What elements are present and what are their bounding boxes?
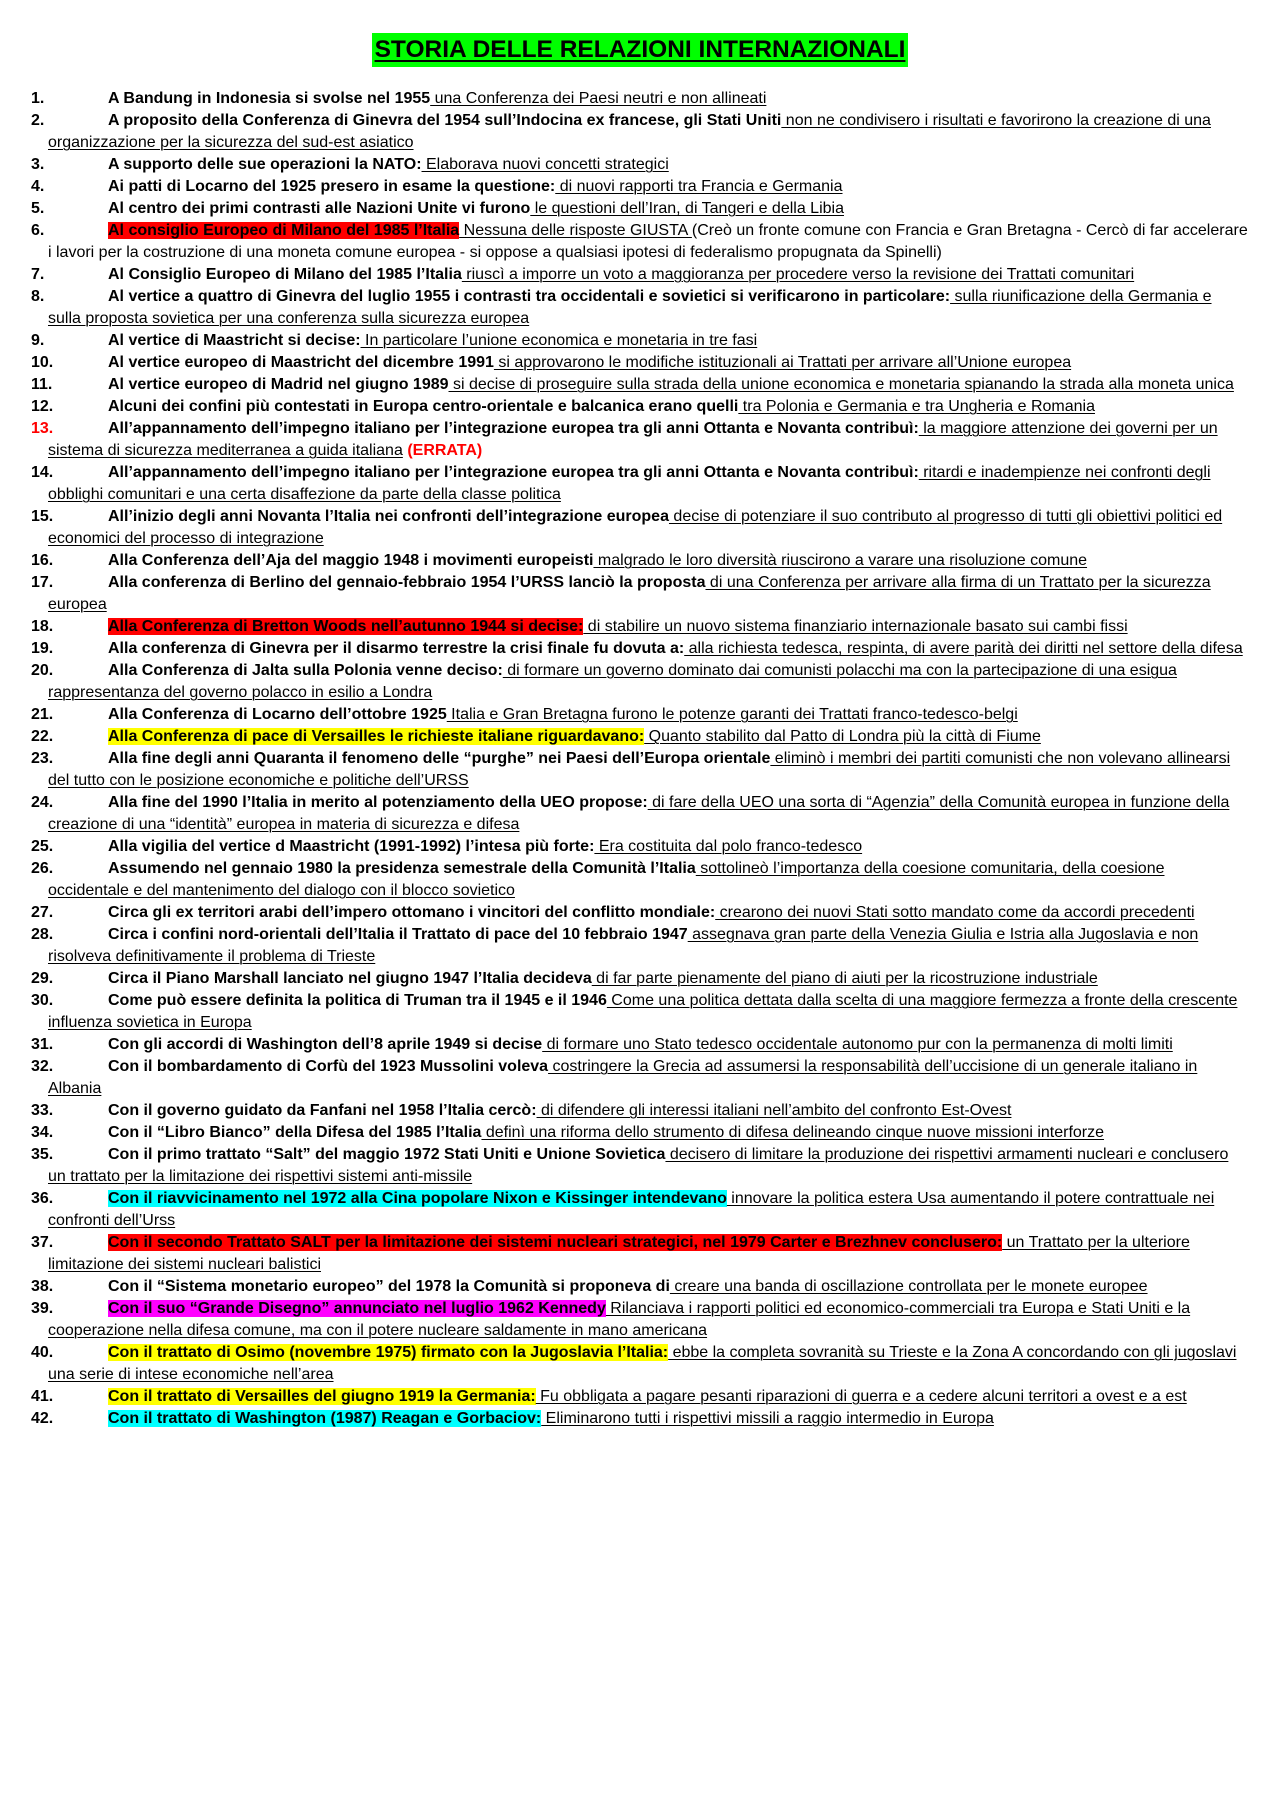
item-number: 32. — [31, 1058, 54, 1075]
item-answer: la maggiore attenzione dei governi per un sistema di sicurezza mediterranea a guida italiana — [48, 420, 1218, 459]
item-answer: si decise di proseguire sulla strada della unione economica e monetaria spianando la strada alla moneta unica — [448, 376, 1234, 393]
item-number: 38. — [31, 1278, 54, 1295]
list-item — [0, 110, 1248, 154]
item-question: Al vertice a quattro di Ginevra del luglio 1955 i contrasti tra occidentali e sovietici si verificarono in particolare: — [108, 288, 951, 305]
item-question: Alcuni dei confini più contestati in Europa centro-orientale e balcanica erano quelli — [108, 398, 739, 415]
item-number: 24. — [31, 794, 54, 811]
list-item — [0, 374, 1248, 396]
list-item — [0, 396, 1248, 418]
item-answer: Come una politica dettata dalla scelta di una maggiore fermezza a fronte della crescente influenza sovietica in Europa — [48, 992, 1238, 1031]
item-number: 4. — [31, 178, 45, 195]
item-question: All’appannamento dell’impegno italiano per l’integrazione europea tra gli anni Ottanta e Novanta contribuì: — [108, 420, 919, 437]
item-number: 7. — [31, 266, 45, 283]
item-answer: le questioni dell’Iran, di Tangeri e della Libia — [530, 200, 844, 217]
item-question: All’inizio degli anni Novanta l’Italia nei confronti dell’integrazione europea — [108, 508, 669, 525]
list-item — [0, 1188, 1248, 1232]
item-question: Alla fine degli anni Quaranta il fenomeno delle “purghe” nei Paesi dell’Europa orientale — [108, 750, 771, 767]
item-answer: Italia e Gran Bretagna furono le potenze garanti dei Trattati franco-tedesco-belgi — [446, 706, 1018, 723]
item-number: 42. — [31, 1410, 54, 1427]
item-answer: riuscì a imporre un voto a maggioranza per procedere verso la revisione dei Trattati comunitari — [461, 266, 1135, 283]
page-title: STORIA DELLE RELAZIONI INTERNAZIONALI — [372, 33, 909, 67]
list-item — [0, 220, 1248, 264]
item-answer: un Trattato per la ulteriore limitazione dei sistemi nucleari balistici — [48, 1234, 1190, 1273]
list-item — [0, 352, 1248, 374]
item-answer: assegnava gran parte della Venezia Giulia e Istria alla Jugoslavia e non risolveva definitivamente il problema di Trieste — [48, 926, 1199, 965]
item-number: 11. — [31, 376, 53, 393]
item-answer: sulla riunificazione della Germania e sulla proposta sovietica per una conferenza sulla sicurezza europea — [48, 288, 1212, 327]
item-answer: di nuovi rapporti tra Francia e Germania — [555, 178, 843, 195]
list-item — [0, 924, 1248, 968]
item-number: 35. — [31, 1146, 54, 1163]
item-question: Alla Conferenza di pace di Versailles le richieste italiane riguardavano: — [108, 728, 645, 745]
item-question: Alla vigilia del vertice d Maastricht (1991-1992) l’intesa più forte: — [108, 838, 595, 855]
errata-label: (ERRATA) — [407, 442, 483, 459]
title-wrap — [0, 33, 1280, 67]
item-answer: di fare della UEO una sorta di “Agenzia” della Comunità europea in funzione della creazione di una “identità” europea in materia di sicurezza e difesa — [48, 794, 1230, 833]
item-answer: innovare la politica estera Usa aumentando il potere contrattuale nei confronti dell’Urss — [48, 1190, 1215, 1229]
item-question: Al centro dei primi contrasti alle Nazioni Unite vi furono — [108, 200, 531, 217]
item-answer: decise di potenziare il suo contributo al progresso di tutti gli obiettivi politici ed economici del processo di integrazione — [48, 508, 1223, 547]
item-answer: non ne condivisero i risultati e favorirono la creazione di una organizzazione per la sicurezza del sud-est asiatico — [48, 112, 1211, 151]
item-answer: eliminò i membri dei partiti comunisti che non volevano allinearsi del tutto con le posizione economiche e politiche dell’URSS — [48, 750, 1231, 789]
item-question: Ai patti di Locarno del 1925 presero in esame la questione: — [108, 178, 556, 195]
item-question: A supporto delle sue operazioni la NATO: — [108, 156, 422, 173]
item-answer: sottolineò l’importanza della coesione comunitaria, della coesione occidentale e del mantenimento del dialogo con il blocco sovietico — [48, 860, 1165, 899]
item-question: Con il “Sistema monetario europeo” del 1978 la Comunità si proponeva di — [108, 1278, 670, 1295]
item-question: Circa i confini nord-orientali dell’Italia il Trattato di pace del 10 febbraio 1947 — [108, 926, 688, 943]
list-item — [0, 286, 1248, 330]
item-answer: una Conferenza dei Paesi neutri e non allineati — [430, 90, 767, 107]
item-number: 14. — [31, 464, 54, 481]
list-item — [0, 462, 1248, 506]
item-number: 28. — [31, 926, 54, 943]
item-number: 6. — [31, 222, 45, 239]
list-item — [0, 1298, 1248, 1342]
list-item — [0, 1342, 1248, 1386]
list-item — [0, 704, 1248, 726]
item-answer: alla richiesta tedesca, respinta, di avere parità dei diritti nel settore della difesa — [684, 640, 1243, 657]
item-number: 1. — [31, 90, 45, 107]
item-question: A proposito della Conferenza di Ginevra del 1954 sull’Indocina ex francese, gli Stati Uniti — [108, 112, 782, 129]
item-number: 21. — [31, 706, 54, 723]
item-answer-detail: (Creò un fronte comune con Francia e Gran Bretagna - Cercò di far accelerare i lavori per la costruzione di una moneta comune europea - si oppose a qualsiasi ipotesi di federalismo propugnata da Spinelli) — [48, 222, 1248, 261]
item-number: 2. — [31, 112, 45, 129]
item-number: 30. — [31, 992, 54, 1009]
item-number: 8. — [31, 288, 45, 305]
item-answer: crearono dei nuovi Stati sotto mandato come da accordi precedenti — [715, 904, 1195, 921]
item-number: 23. — [31, 750, 54, 767]
list-item — [0, 748, 1248, 792]
list-item — [0, 616, 1248, 638]
item-answer: tra Polonia e Germania e tra Ungheria e Romania — [738, 398, 1095, 415]
item-question: A Bandung in Indonesia si svolse nel 1955 — [108, 90, 431, 107]
item-question: Assumendo nel gennaio 1980 la presidenza semestrale della Comunità l’Italia — [108, 860, 696, 877]
list-item — [0, 88, 1248, 110]
list-item — [0, 1034, 1248, 1056]
list-item — [0, 638, 1248, 660]
list-item — [0, 1276, 1248, 1298]
item-answer: In particolare l’unione economica e monetaria in tre fasi — [360, 332, 758, 349]
item-number: 18. — [31, 618, 54, 635]
list-item — [0, 968, 1248, 990]
item-answer: di formare uno Stato tedesco occidentale autonomo pur con la permanenza di molti limiti — [542, 1036, 1173, 1053]
list-item — [0, 792, 1248, 836]
item-question: Al vertice europeo di Maastricht del dicembre 1991 — [108, 354, 494, 371]
item-question: Al Consiglio Europeo di Milano del 1985 l’Italia — [108, 266, 462, 283]
item-number: 29. — [31, 970, 54, 987]
item-question: Alla Conferenza dell’Aja del maggio 1948 i movimenti europeisti — [108, 552, 594, 569]
item-question: Con il riavvicinamento nel 1972 alla Cina popolare Nixon e Kissinger intendevano — [108, 1190, 727, 1207]
list-item — [0, 1408, 1248, 1430]
item-number: 10. — [31, 354, 54, 371]
item-answer: di difendere gli interessi italiani nell’ambito del confronto Est-Ovest — [536, 1102, 1012, 1119]
list-item — [0, 726, 1248, 748]
item-number: 37. — [31, 1234, 54, 1251]
item-question: Circa il Piano Marshall lanciato nel giugno 1947 l’Italia decideva — [108, 970, 592, 987]
item-answer: di stabilire un nuovo sistema finanziario internazionale basato sui cambi fissi — [583, 618, 1128, 635]
list-item — [0, 1056, 1248, 1100]
item-number: 5. — [31, 200, 45, 217]
item-question: Con il secondo Trattato SALT per la limitazione dei sistemi nucleari strategici, nel 1979 Carter e Brezhnev conclusero: — [108, 1234, 1003, 1251]
item-answer: Era costituita dal polo franco-tedesco — [594, 838, 863, 855]
item-question: Come può essere definita la politica di Truman tra il 1945 e il 1946 — [108, 992, 607, 1009]
item-answer: decisero di limitare la produzione dei rispettivi armamenti nucleari e conclusero un trattato per la limitazione dei rispettivi sistemi anti-missile — [48, 1146, 1229, 1185]
item-answer: ritardi e inadempienze nei confronti degli obblighi comunitari e una certa disaffezione da parte della classe politica — [48, 464, 1211, 503]
list-item — [0, 1144, 1248, 1188]
item-answer: costringere la Grecia ad assumersi la responsabilità dell’uccisione di un generale italiano in Albania — [48, 1058, 1198, 1097]
item-question: Alla conferenza di Berlino del gennaio-febbraio 1954 l’URSS lanciò la proposta — [108, 574, 706, 591]
item-question: Con il trattato di Osimo (novembre 1975) firmato con la Jugoslavia l’Italia: — [108, 1344, 669, 1361]
list-item — [0, 1232, 1248, 1276]
item-number: 36. — [31, 1190, 54, 1207]
item-question: Con il trattato di Washington (1987) Reagan e Gorbaciov: — [108, 1410, 542, 1427]
list-item — [0, 1386, 1248, 1408]
list-item — [0, 858, 1248, 902]
item-answer: si approvarono le modifiche istituzionali ai Trattati per arrivare all’Unione europea — [493, 354, 1072, 371]
item-number: 9. — [31, 332, 45, 349]
list-item — [0, 176, 1248, 198]
item-number: 15. — [31, 508, 54, 525]
item-answer: malgrado le loro diversità riuscirono a varare una risoluzione comune — [593, 552, 1088, 569]
item-question: Alla Conferenza di Jalta sulla Polonia venne deciso: — [108, 662, 503, 679]
item-number: 39. — [31, 1300, 54, 1317]
item-answer: ebbe la completa sovranità su Trieste e la Zona A concordando con gli jugoslavi una serie di intese economiche nell’area — [48, 1344, 1237, 1383]
list-item — [0, 198, 1248, 220]
item-answer: di far parte pienamente del piano di aiuti per la ricostruzione industriale — [591, 970, 1098, 987]
item-question: Con il “Libro Bianco” della Difesa del 1985 l’Italia — [108, 1124, 482, 1141]
item-number: 25. — [31, 838, 54, 855]
question-list — [0, 88, 1280, 1430]
item-answer: definì una riforma dello strumento di difesa delineando cinque nuove missioni interforze — [481, 1124, 1105, 1141]
item-question: Con il suo “Grande Disegno” annunciato nel luglio 1962 Kennedy — [108, 1300, 606, 1317]
item-number: 22. — [31, 728, 54, 745]
list-item — [0, 1122, 1248, 1144]
item-question: All’appannamento dell’impegno italiano per l’integrazione europea tra gli anni Ottanta e Novanta contribuì: — [108, 464, 919, 481]
list-item — [0, 836, 1248, 858]
item-number: 3. — [31, 156, 45, 173]
item-answer: creare una banda di oscillazione controllata per le monete europee — [669, 1278, 1148, 1295]
item-number: 16. — [31, 552, 54, 569]
item-answer: di formare un governo dominato dai comunisti polacchi ma con la partecipazione di una esigua rappresentanza del governo polacco in esilio a Londra — [48, 662, 1177, 701]
item-question: Con il primo trattato “Salt” del maggio 1972 Stati Uniti e Unione Sovietica — [108, 1146, 666, 1163]
item-answer: Elaborava nuovi concetti strategici — [421, 156, 669, 173]
item-number: 40. — [31, 1344, 54, 1361]
item-number: 20. — [31, 662, 54, 679]
item-answer: di una Conferenza per arrivare alla firma di un Trattato per la sicurezza europea — [48, 574, 1211, 613]
item-question: Con il bombardamento di Corfù del 1923 Mussolini voleva — [108, 1058, 549, 1075]
item-answer: Rilanciava i rapporti politici ed economico-commerciali tra Europa e Stati Uniti e la cooperazione nella difesa comune, ma con il potere nucleare saldamente in mano americana — [48, 1300, 1191, 1339]
item-answer: Nessuna delle risposte GIUSTA — [459, 222, 692, 239]
item-answer: Quanto stabilito dal Patto di Londra più la città di Fiume — [644, 728, 1041, 745]
item-question: Con il governo guidato da Fanfani nel 1958 l’Italia cercò: — [108, 1102, 537, 1119]
item-number: 13. — [31, 420, 54, 437]
item-number: 41. — [31, 1388, 54, 1405]
list-item — [0, 660, 1248, 704]
list-item — [0, 902, 1248, 924]
item-answer: Eliminarono tutti i rispettivi missili a raggio intermedio in Europa — [541, 1410, 994, 1427]
item-question: Alla Conferenza di Bretton Woods nell’autunno 1944 si decise: — [108, 618, 584, 635]
item-question: Con il trattato di Versailles del giugno 1919 la Germania: — [108, 1388, 536, 1405]
item-number: 31. — [31, 1036, 54, 1053]
item-question: Al vertice europeo di Madrid nel giugno 1989 — [108, 376, 449, 393]
item-number: 12. — [31, 398, 54, 415]
list-item — [0, 572, 1248, 616]
item-number: 19. — [31, 640, 54, 657]
item-number: 17. — [31, 574, 54, 591]
item-number: 34. — [31, 1124, 54, 1141]
item-question: Al consiglio Europeo di Milano del 1985 l’Italia — [108, 222, 460, 239]
list-item — [0, 264, 1248, 286]
item-question: Al vertice di Maastricht si decise: — [108, 332, 361, 349]
list-item — [0, 418, 1248, 462]
item-question: Circa gli ex territori arabi dell’impero ottomano i vincitori del conflitto mondiale: — [108, 904, 716, 921]
list-item — [0, 330, 1248, 352]
list-item — [0, 550, 1248, 572]
list-item — [0, 506, 1248, 550]
item-answer: Fu obbligata a pagare pesanti riparazioni di guerra e a cedere alcuni territori a ovest e a est — [535, 1388, 1187, 1405]
list-item — [0, 1100, 1248, 1122]
item-number: 26. — [31, 860, 54, 877]
list-item — [0, 990, 1248, 1034]
item-number: 27. — [31, 904, 54, 921]
item-number: 33. — [31, 1102, 54, 1119]
list-item — [0, 154, 1248, 176]
item-question: Alla Conferenza di Locarno dell’ottobre 1925 — [108, 706, 447, 723]
item-question: Alla conferenza di Ginevra per il disarmo terrestre la crisi finale fu dovuta a: — [108, 640, 685, 657]
item-question: Alla fine del 1990 l’Italia in merito al potenziamento della UEO propose: — [108, 794, 648, 811]
item-question: Con gli accordi di Washington dell’8 aprile 1949 si decise — [108, 1036, 543, 1053]
